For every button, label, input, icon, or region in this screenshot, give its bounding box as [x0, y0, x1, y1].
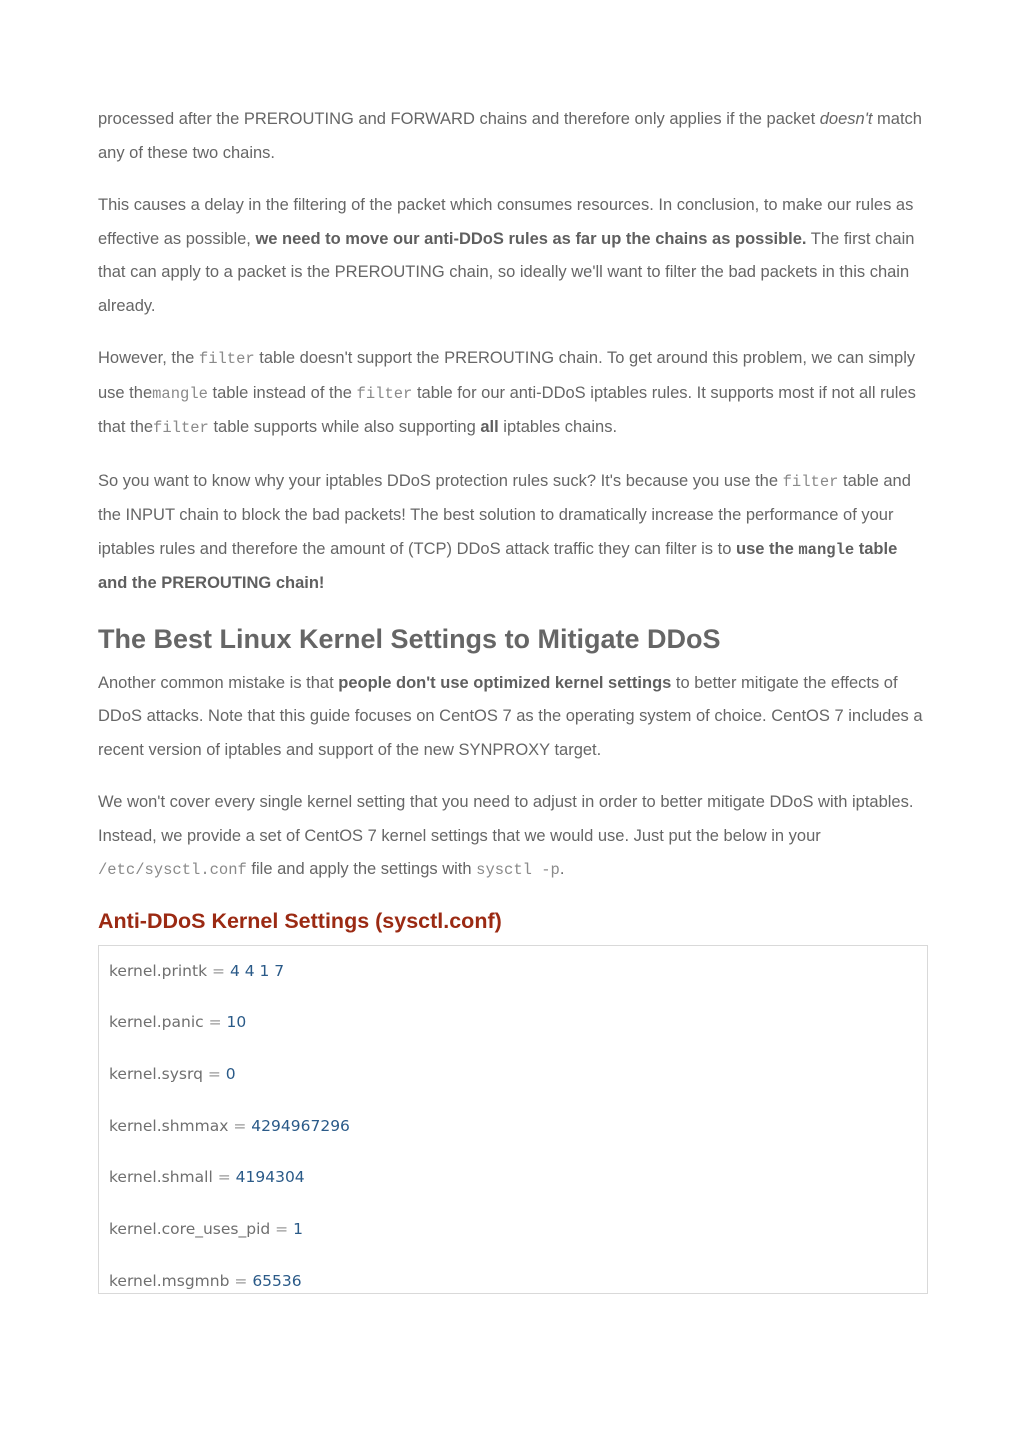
paragraph-3: However, the filter table doesn't support the PREROUTING chain. To get around this problem, we can simply use themangle table instead of the filter table for our anti-DDoS iptables rules. It supports most if not all rules that thefilter table supports while also supporting all iptables chains. — [98, 349, 916, 437]
bold-text: we need to move our anti-DDoS rules as far up the chains as possible. — [255, 229, 807, 248]
code-line: kernel.sysrq = 0 — [109, 1064, 236, 1083]
paragraph-4: So you want to know why your iptables DDoS protection rules suck? It's because you use the filter table and the INPUT chain to block the bad packets! The best solution to dramatically increase the performance of your iptables rules and therefore the amount of (TCP) DDoS attack traffic they can filter is to use the mangle table and the PREROUTING chain! — [98, 471, 911, 592]
code-line: kernel.panic = 10 — [109, 1013, 247, 1032]
code-block[interactable] — [98, 945, 928, 1294]
code-line: kernel.shmmax = 4294967296 — [109, 1116, 350, 1135]
bold-text: all — [480, 418, 499, 436]
paragraph-1: processed after the PREROUTING and FORWARD chains and therefore only applies if the packet doesn't match any of these two chains. — [98, 110, 922, 162]
inline-code: mangle — [798, 540, 855, 559]
inline-code: sysctl -p — [476, 861, 560, 879]
inline-code: filter — [356, 384, 413, 403]
bold-text: use the mangle table and the PREROUTING chain! — [98, 539, 898, 592]
article-body — [98, 103, 928, 1294]
inline-code: filter — [153, 419, 209, 437]
inline-code: filter — [782, 472, 839, 491]
inline-code: filter — [198, 350, 255, 368]
paragraph-5: Another common mistake is that people don't use optimized kernel settings to better mitigate the effects of DDoS attacks. Note that this guide focuses on CentOS 7 as the operating system of choice. CentOS 7 includes a recent version of iptables and support of the new SYNPROXY target. — [98, 673, 923, 759]
paragraph-6: We won't cover every single kernel setting that you need to adjust in order to better mitigate DDoS with iptables. Instead, we provide a set of CentOS 7 kernel settings that we would use. Just put the below in your /etc/sysctl.conf file and apply the settings with sysctl -p. — [98, 793, 914, 879]
code-line: kernel.core_uses_pid = 1 — [109, 1219, 303, 1238]
code-line: kernel.shmall = 4194304 — [109, 1168, 305, 1187]
section-heading: The Best Linux Kernel Settings to Mitigate DDoS — [98, 623, 721, 654]
code-line: kernel.msgmnb = 65536 — [109, 1271, 302, 1290]
inline-code: /etc/sysctl.conf — [98, 861, 247, 879]
subsection-heading: Anti-DDoS Kernel Settings (sysctl.conf) — [98, 908, 502, 933]
code-line: kernel.printk = 4 4 1 7 — [109, 961, 285, 980]
inline-code: mangle — [152, 384, 208, 403]
paragraph-2: This causes a delay in the filtering of the packet which consumes resources. In conclusion, to make our rules as effective as possible, we need to move our anti-DDoS rules as far up the chains as possible. The first chain that can apply to a packet is the PREROUTING chain, so ideally we'll want to filter the bad packets in this chain already. — [98, 196, 915, 315]
emphasis-text: doesn't — [819, 110, 873, 128]
bold-text: people don't use optimized kernel settings — [338, 673, 672, 692]
